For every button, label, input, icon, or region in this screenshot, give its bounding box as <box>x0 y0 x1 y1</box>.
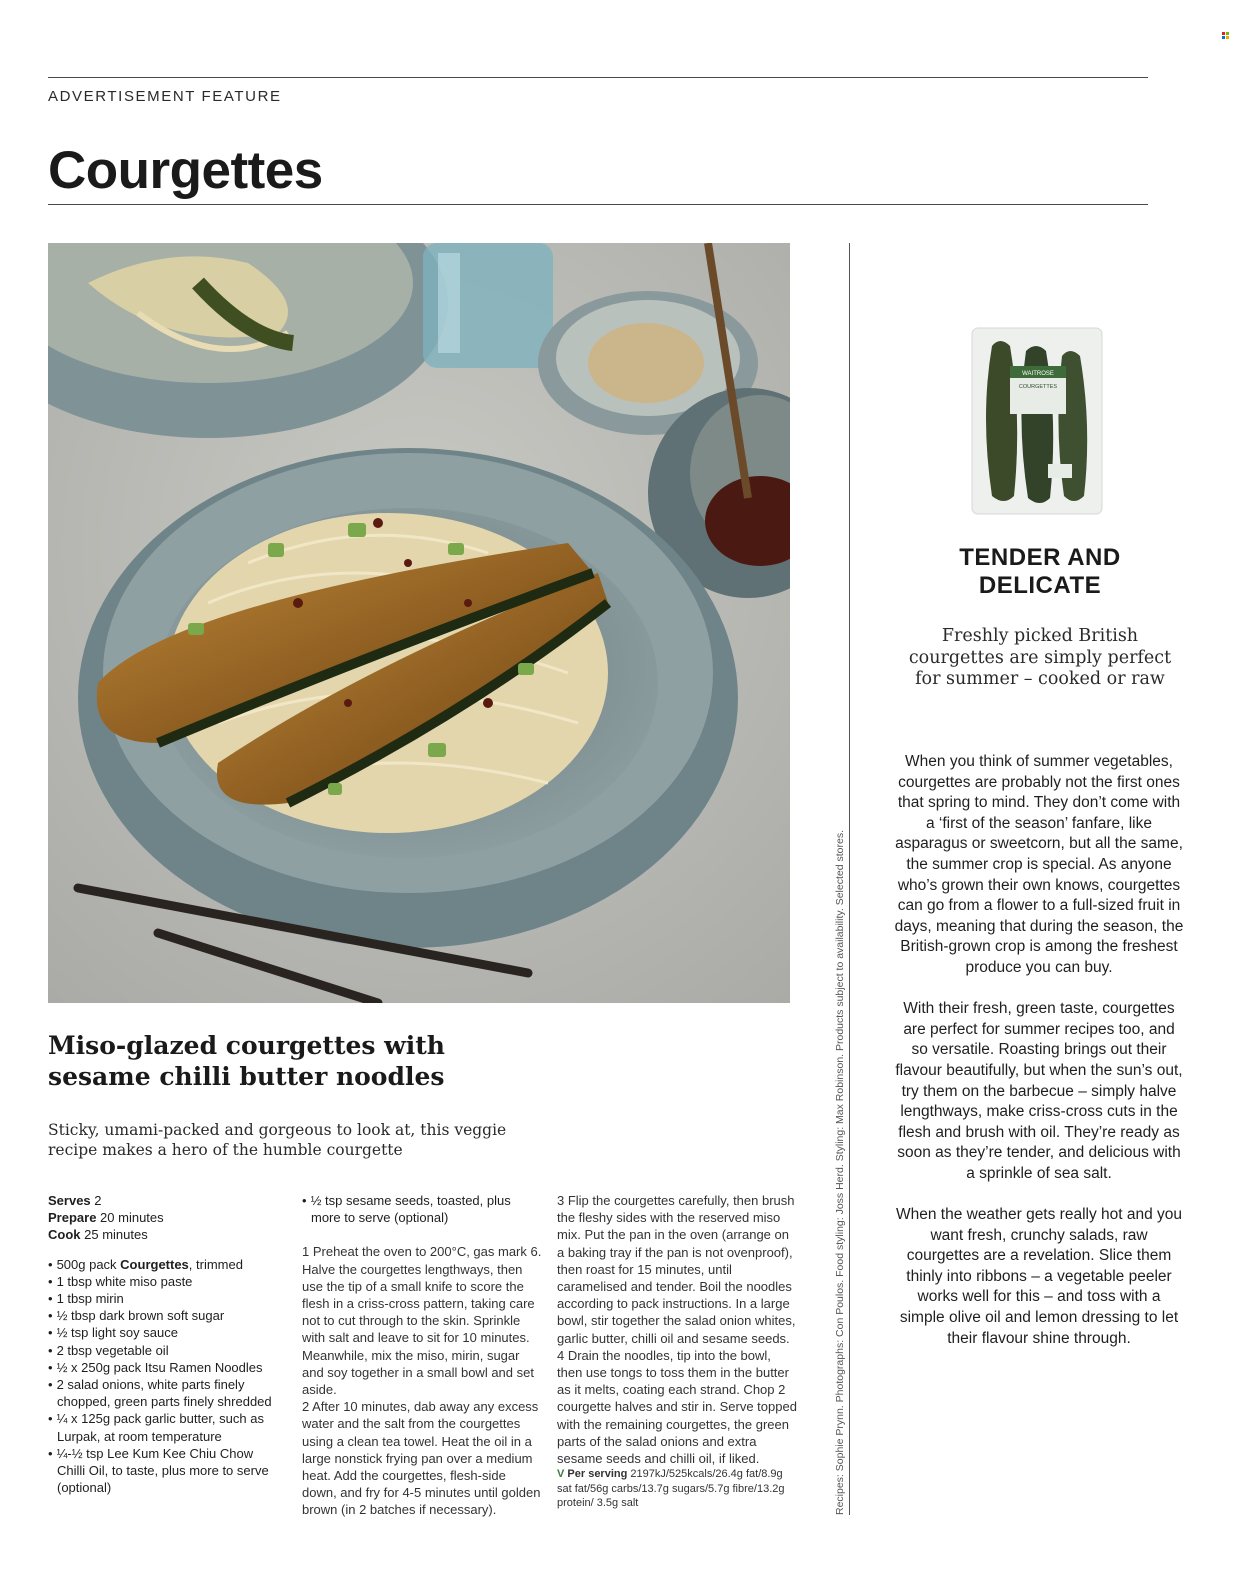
method-step-4: 4 Drain the noodles, tip into the bowl, then use tongs to toss them in the butter as it melts, coating each strand. Chop 2 courgette halves and stir in. Serve topped with the remaining courgettes, the green parts of the salad onions and extra sesame seeds and chilli oil, if liked. <box>557 1347 797 1467</box>
sidebar-subheading: Freshly picked British courgettes are simply perfect for summer – cooked or raw <box>908 626 1172 689</box>
cook-line: Cook 25 minutes <box>48 1227 148 1243</box>
method-step-2: 2 After 10 minutes, dab away any excess water and the salt from the courgettes using a clean tea towel. Heat the oil in a large nonstick frying pan over a medium heat. Add the courgettes, flesh-side down, and fry for 4-5 minutes until golden brown (in 2 batches if necessary). <box>302 1399 541 1518</box>
ingredient-item: • 1 tbsp white miso paste <box>48 1273 283 1290</box>
advertisement-kicker: ADVERTISEMENT FEATURE <box>48 88 282 105</box>
courgette-pack-image <box>970 326 1104 516</box>
nutrition-info: V Per serving 2197kJ/525kcals/26.4g fat/8.9g sat fat/56g carbs/13.7g sugars/5.7g fibre/13.2g protein/ 3.5g salt <box>557 1468 785 1510</box>
ingredient-item: • ½ tsp light soy sauce <box>48 1324 283 1341</box>
ingredient-item: • ½ x 250g pack Itsu Ramen Noodles <box>48 1359 283 1376</box>
recipe-intro: Sticky, umami-packed and gorgeous to look at, this veggie recipe makes a hero of the humble courgette <box>48 1121 507 1159</box>
pack-brand: WAITROSE <box>1022 371 1054 377</box>
ingredient-item: • ¼ x 125g pack garlic butter, such as Lurpak, at room temperature <box>48 1410 283 1444</box>
top-rule <box>48 77 1148 78</box>
method-column-2 <box>557 1192 797 1511</box>
serves-line: Serves 2 <box>48 1193 102 1208</box>
ingredient-item: • 500g pack Courgettes, trimmed <box>48 1256 283 1273</box>
ingredients-column <box>48 1192 283 1496</box>
method-step-1: 1 Preheat the oven to 200°C, gas mark 6. Halve the courgettes lengthways, then use the tip of a small knife to score the flesh in a criss-cross pattern, taking care not to cut through to the skin. Sprinkle with salt and leave to sit for 10 minutes. Meanwhile, mix the miso, mirin, sugar and soy together in a small bowl and set aside. <box>302 1244 542 1398</box>
corner-logo-icon <box>1222 32 1229 39</box>
ingredients-list-continued <box>302 1192 542 1226</box>
sidebar-paragraph-1: When you think of summer vegetables, courgettes are probably not the first ones that spring to mind. They don’t come with a ‘first of the season’ fanfare, like asparagus or sweetcorn, but all the same, the summer crop is special. As anyone who’s grown their own knows, courgettes can go from a flower to a full-sized fruit in days, meaning that during the season, the British-grown crop is among the freshest produce you can buy. <box>894 753 1184 976</box>
sidebar-paragraph-2: With their fresh, green taste, courgettes are perfect for summer recipes too, and so versatile. Roasting brings out their flavour beautifully, but when the sun’s out, try them on the barbecue – simply halve lengthways, make criss-cross cuts in the flesh and brush with oil. They’re ready as soon as they’re tender, and delicious with a sprinkle of sea salt. <box>895 1000 1183 1182</box>
ingredient-item: • 1 tbsp mirin <box>48 1290 283 1307</box>
ingredient-item: • ¼-½ tsp Lee Kum Kee Chiu Chow Chilli Oil, to taste, plus more to serve (optional) <box>48 1445 283 1497</box>
ingredient-item: • 2 tbsp vegetable oil <box>48 1342 283 1359</box>
recipe-title: Miso-glazed courgettes with sesame chilli butter noodles <box>48 1031 445 1091</box>
method-step-3: 3 Flip the courgettes carefully, then brush the fleshy sides with the reserved miso mix. Put the pan in the oven (arrange on a baking tray if the pan is not ovenproof), then roast for 15 minutes, until caramelised and tender. Boil the noodles according to pack instructions. In a large bowl, stir together the salad onion whites, garlic butter, chilli oil and sesame seeds. <box>557 1193 796 1346</box>
ingredient-item: • ½ tsp sesame seeds, toasted, plus more to serve (optional) <box>302 1192 542 1226</box>
ingredient-item: • ½ tbsp dark brown soft sugar <box>48 1307 283 1324</box>
pack-label: COURGETTES <box>1018 384 1058 390</box>
ingredients-list <box>48 1256 283 1497</box>
prepare-line: Prepare 20 minutes <box>48 1210 164 1226</box>
photo-credit: Recipes: Sophie Prynn. Photographs: Con Poulos. Food styling: Joss Herd. Styling: Max Robinson. Products subject to availability. Selected stores. <box>834 830 846 1515</box>
sidebar-body <box>894 752 1184 1370</box>
sidebar-paragraph-3: When the weather gets really hot and you want fresh, crunchy salads, raw courgettes are a revelation. Slice them thinly into ribbons – a vegetable peeler works well for this – and toss with a simple olive oil and lemon dressing to let their flavour shine through. <box>895 1206 1183 1347</box>
column-divider <box>849 243 850 1515</box>
method-column-1 <box>302 1192 542 1519</box>
page-title: Courgettes <box>48 141 323 200</box>
sidebar-heading: TENDER AND DELICATE <box>959 544 1121 599</box>
recipe-photo <box>48 243 790 1003</box>
title-rule <box>48 204 1148 205</box>
ingredient-item: • 2 salad onions, white parts finely chopped, green parts finely shredded <box>48 1376 283 1410</box>
